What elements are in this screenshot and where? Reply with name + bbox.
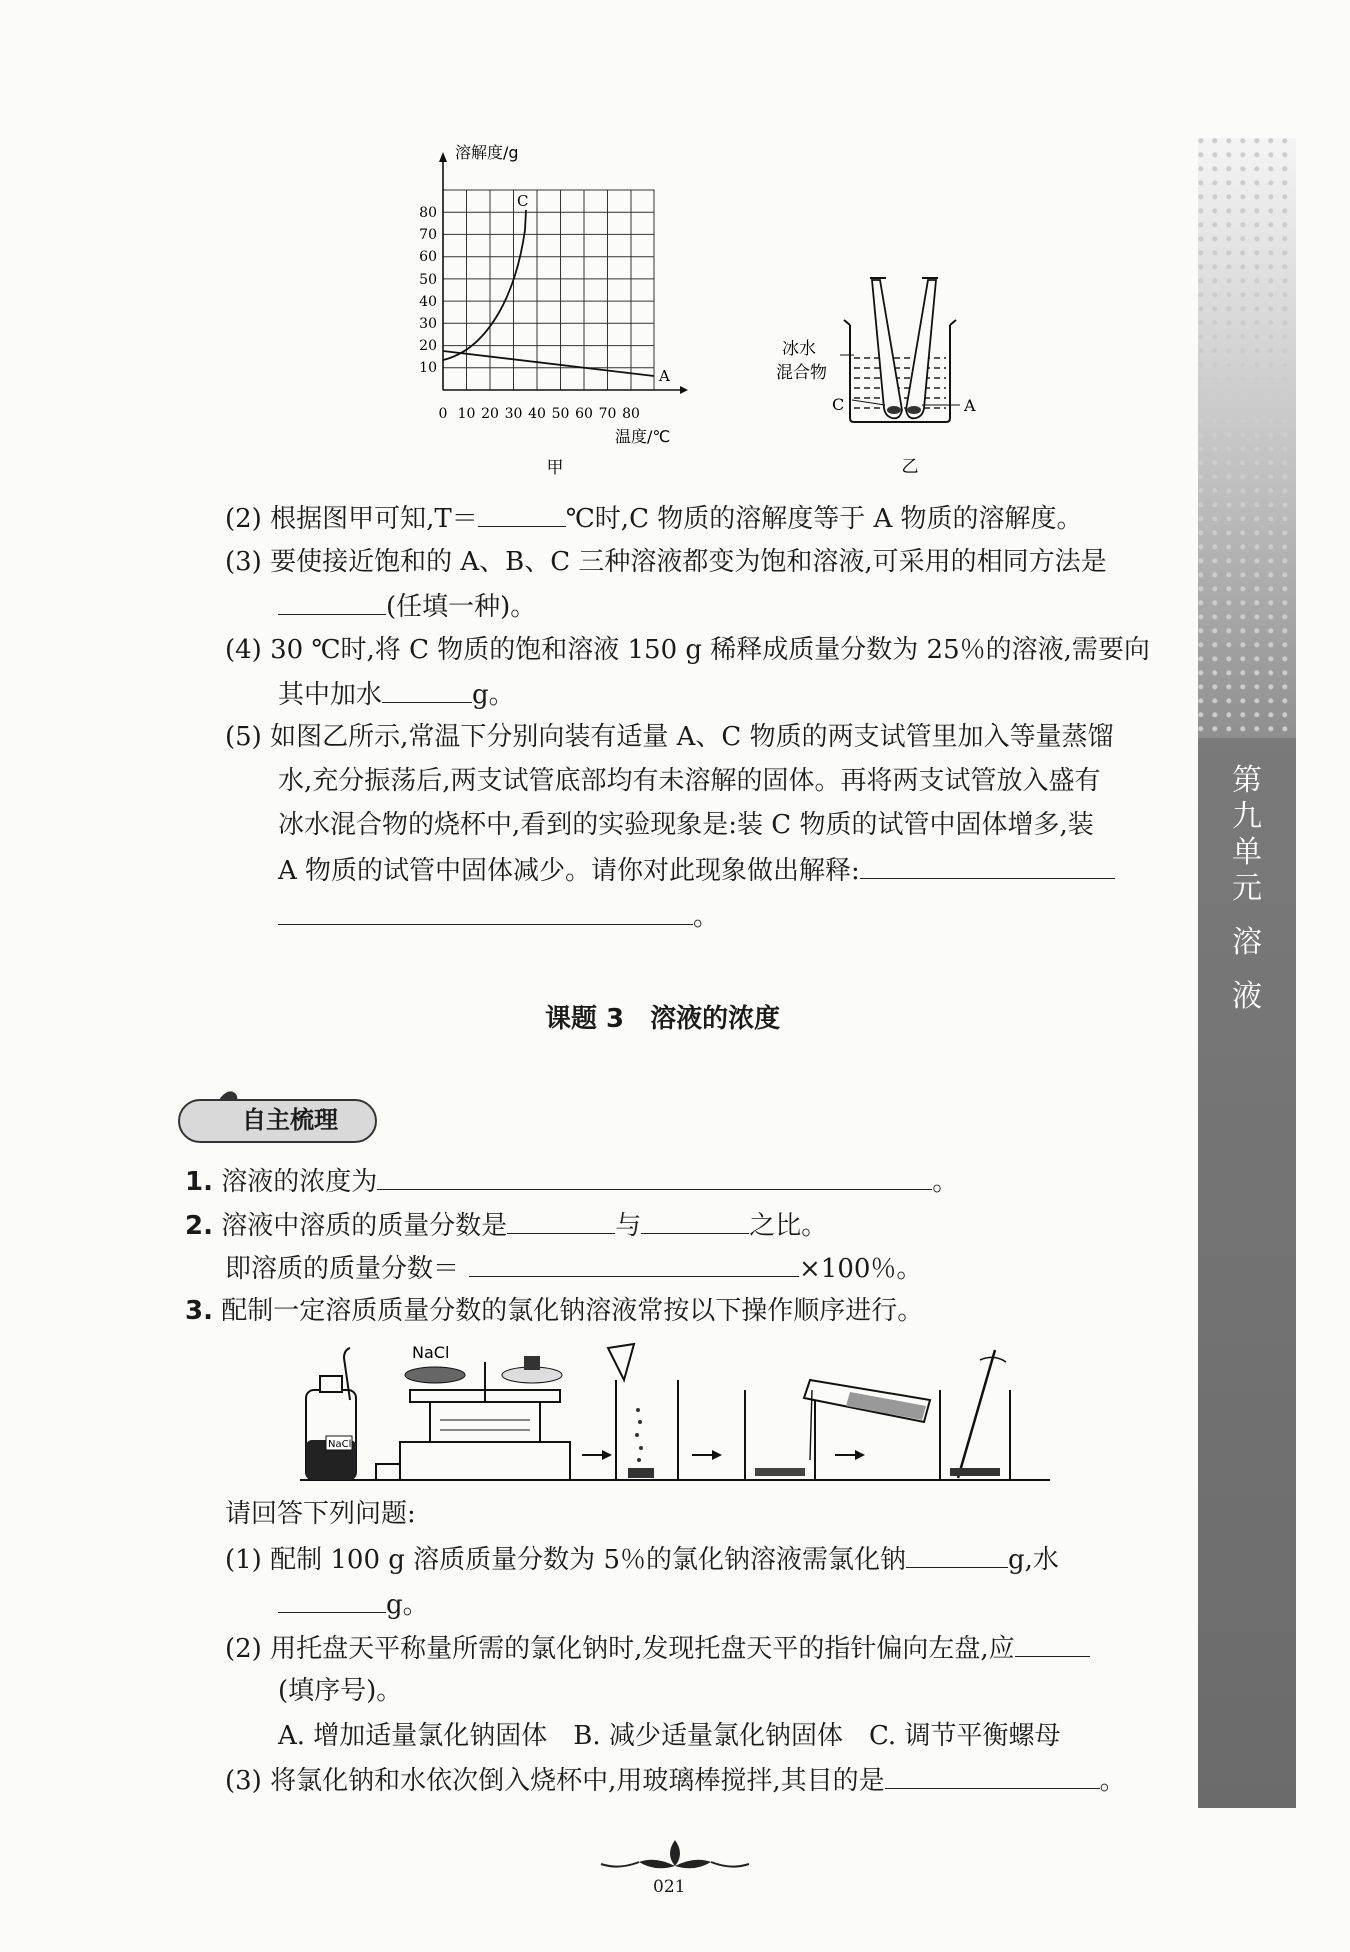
x-tick: 20: [481, 406, 499, 422]
beaker-figure: [770, 270, 1000, 480]
answer-blank[interactable]: [641, 1207, 749, 1234]
tube-c-label: C: [832, 395, 845, 414]
question-4-line1: (4) 30 ℃时,将 C 物质的饱和溶液 150 g 稀释成质量分数为 25％的溶液,需要向: [225, 635, 1150, 665]
question-5-line1: (5) 如图乙所示,常温下分别向装有适量 A、C 物质的两支试管里加入等量蒸馏: [225, 722, 1114, 752]
answer-blank[interactable]: [906, 1541, 1008, 1568]
item-2: 2. 溶液中溶质的质量分数是 与 之比。: [185, 1207, 827, 1243]
answer-blank[interactable]: [478, 500, 566, 527]
item-3: 3. 配制一定溶质质量分数的氯化钠溶液常按以下操作顺序进行。: [185, 1296, 924, 1326]
question-5-line3: 冰水混合物的烧杯中,看到的实验现象是:装 C 物质的试管中固体增多,装: [278, 810, 1094, 840]
answer-blank[interactable]: [860, 852, 1115, 879]
x-tick: 80: [622, 406, 640, 422]
answer-blank[interactable]: [469, 1250, 799, 1277]
balance: [400, 1343, 570, 1480]
question-5-line5: 。: [278, 898, 719, 934]
bottle-label: NaCl: [328, 1439, 352, 1450]
b-question-1-line1: (1) 配制 100 g 溶质质量分数为 5％的氯化钠溶液需氯化钠 g,水: [225, 1541, 1059, 1577]
tube-a-label: A: [964, 396, 976, 415]
y-axis-label: 溶解度/g: [455, 143, 519, 162]
x-tick: 70: [598, 406, 617, 422]
chapter-title: 第 九 单 元 溶 液: [1232, 763, 1262, 1014]
sidebar-pattern: [1198, 138, 1296, 738]
answer-blank[interactable]: [382, 676, 472, 703]
nacl-label: NaCl: [412, 1343, 450, 1362]
x-tick: 60: [575, 406, 593, 422]
y-tick: 70: [419, 227, 437, 243]
y-tick: 60: [419, 249, 437, 265]
question-2: (2) 根据图甲可知,T＝ ℃时,C 物质的溶解度等于 A 物质的溶解度。: [225, 500, 1083, 536]
answer-blank[interactable]: [507, 1207, 615, 1234]
solution-preparation-illustration: [290, 1340, 1060, 1490]
y-tick: 50: [419, 272, 437, 288]
reagent-bottle: [306, 1348, 402, 1480]
answer-blank[interactable]: [278, 588, 386, 615]
ice-water-label-2: 混合物: [776, 363, 827, 383]
answer-blank[interactable]: [885, 1762, 1100, 1789]
question-3-line1: (3) 要使接近饱和的 A、B、C 三种溶液都变为饱和溶液,可采用的相同方法是: [225, 547, 1107, 577]
x-tick: 40: [528, 406, 546, 422]
x-tick: 50: [551, 406, 570, 422]
x-tick: 0: [438, 406, 448, 422]
caption-jia: 甲: [546, 458, 564, 478]
page-number: 021: [653, 1877, 686, 1897]
answer-blank[interactable]: [377, 1163, 932, 1190]
beaker-with-cylinder: [745, 1380, 930, 1480]
beaker-with-paper: [608, 1344, 678, 1480]
solubility-chart: [405, 140, 705, 480]
x-tick: 10: [457, 406, 476, 422]
question-3-line2: (任填一种)。: [278, 588, 536, 624]
sub-intro: 请回答下列问题:: [225, 1499, 416, 1529]
self-study-badge: 自主梳理: [178, 1099, 377, 1143]
answer-blank[interactable]: [278, 898, 693, 925]
question-5-line4: A 物质的试管中固体减少。请你对此现象做出解释:: [278, 852, 1115, 888]
b-question-2-line1: (2) 用托盘天平称量所需的氯化钠时,发现托盘天平的指针偏向左盘,应: [225, 1630, 1090, 1666]
x-axis-label: 温度/℃: [615, 427, 671, 446]
y-tick: 80: [419, 205, 437, 221]
curve-a: [443, 351, 654, 376]
x-tick: 30: [504, 406, 523, 422]
caption-yi: 乙: [901, 457, 919, 477]
chapter-sidebar: [1198, 138, 1296, 1808]
y-tick: 20: [419, 338, 437, 354]
b-question-2-options: A. 增加适量氯化钠固体 B. 减少适量氯化钠固体 C. 调节平衡螺母: [278, 1721, 1061, 1751]
curve-c-label: C: [517, 192, 529, 210]
curve-a-label: A: [659, 367, 670, 385]
y-tick: 10: [419, 360, 437, 376]
item-1: 1. 溶液的浓度为 。: [185, 1163, 958, 1199]
y-tick: 30: [419, 316, 437, 332]
b-question-1-line2: g。: [278, 1586, 429, 1622]
question-5-line2: 水,充分振荡后,两支试管底部均有未溶解的固体。再将两支试管放入盛有: [278, 766, 1101, 796]
y-tick: 40: [419, 294, 437, 310]
b-question-2-line2: (填序号)。: [278, 1676, 403, 1706]
question-4-line2: 其中加水 g。: [278, 676, 515, 712]
answer-blank[interactable]: [278, 1586, 386, 1613]
section-title: 课题 3 溶液的浓度: [545, 1004, 781, 1034]
b-question-3: (3) 将氯化钠和水依次倒入烧杯中,用玻璃棒搅拌,其目的是 。: [225, 1762, 1126, 1798]
beaker-with-rod: [940, 1350, 1010, 1480]
ice-water-label: 冰水: [782, 339, 816, 359]
answer-blank[interactable]: [1015, 1630, 1090, 1657]
item-2-line2: 即溶质的质量分数＝ ×100％。: [225, 1250, 922, 1286]
